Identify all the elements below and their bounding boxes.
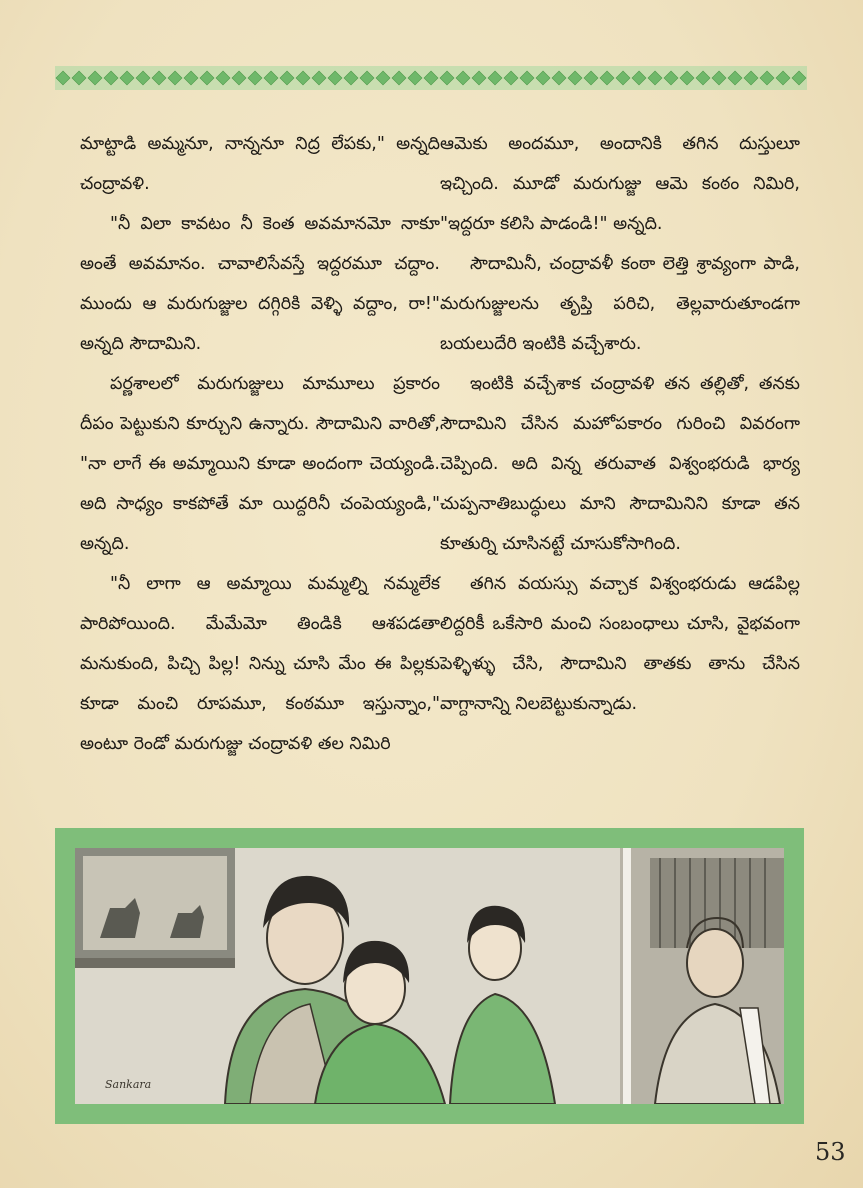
paragraph: "నీ విలా కావటం నీ కెంత అవమానమో నాకూ అంతే అవమానం. చావాలిసేవస్తే ఇద్దరమూ చద్దాం. ముందు ఆ మరుగుజ్జుల దగ్గిరికి వెళ్ళి వద్దాం, రా!" అన్నది సౌదామిని. (80, 214, 440, 354)
page-number: 53 (815, 1138, 846, 1166)
paragraph: "నీ లాగా ఆ అమ్మాయి మమ్మల్ని నమ్మలేక పారిపోయింది. మేమేమో తిండికి ఆశపడతా మనుకుంది, పిచ్చి పిల్ల! నిన్ను చూసి మేం ఈ పిల్లకు కూడా మంచి రూపమూ, కంఠమూ ఇస్తున్నాం," అంటూ రెండో మరుగుజ్జు చంద్రావళి తల నిమిరి (80, 574, 440, 754)
illustration-scene (75, 848, 784, 1104)
paragraph: పర్ణశాలలో మరుగుజ్జులు మామూలు ప్రకారం దీపం పెట్టుకుని కూర్చుని ఉన్నారు. సౌదామిని వారితో, "నా లాగే ఈ అమ్మాయిని కూడా అందంగా చెయ్యండి. అది సాధ్యం కాకపోతే మా యిద్దరినీ చంపెయ్యండి," అన్నది. (80, 374, 440, 554)
paragraph: తగిన వయస్సు వచ్చాక విశ్వంభరుడు ఆడపిల్ల లిద్దరికీ ఒకేసారి మంచి సంబంధాలు చూసి, వైభవంగా పెళ్ళిళ్ళు చేసి, సౌదామిని తాతకు తాను చేసిన వాగ్దానాన్ని నిలబెట్టుకున్నాడు. (440, 574, 800, 714)
paragraph: మాట్టాడి అమ్మనూ, నాన్ననూ నిద్ర లేపకు," అన్నది చంద్రావళి. (80, 134, 440, 194)
story-illustration (55, 828, 804, 1124)
decorative-border (55, 66, 807, 90)
right-text-column (440, 124, 800, 724)
paragraph: సౌదామినీ, చంద్రావళీ కంఠా లెత్తి శ్రావ్యంగా పాడి, మరుగుజ్జులను తృప్తి పరిచి, తెల్లవారుతూండగా బయలుదేరి ఇంటికి వచ్చేశారు. (440, 254, 800, 354)
paragraph: ఇంటికి వచ్చేశాక చంద్రావళి తన తల్లితో, తనకు సౌదామిని చేసిన మహోపకారం గురించి వివరంగా చెప్పింది. అది విన్న తరువాత విశ్వంభరుడి భార్య చుప్పనాతిబుద్ధులు మాని సౌదామినిని కూడా తన కూతుర్ని చూసినట్టే చూసుకోసాగింది. (440, 374, 800, 554)
wall-painting (75, 848, 235, 968)
left-text-column (80, 124, 440, 764)
artist-signature: Sankara (105, 1078, 152, 1091)
paragraph: ఆమెకు అందమూ, అందానికి తగిన దుస్తులూ ఇచ్చింది. మూడో మరుగుజ్జు ఆమె కంఠం నిమిరి, "ఇద్దరూ కలిసి పాడండి!" అన్నది. (440, 134, 800, 234)
